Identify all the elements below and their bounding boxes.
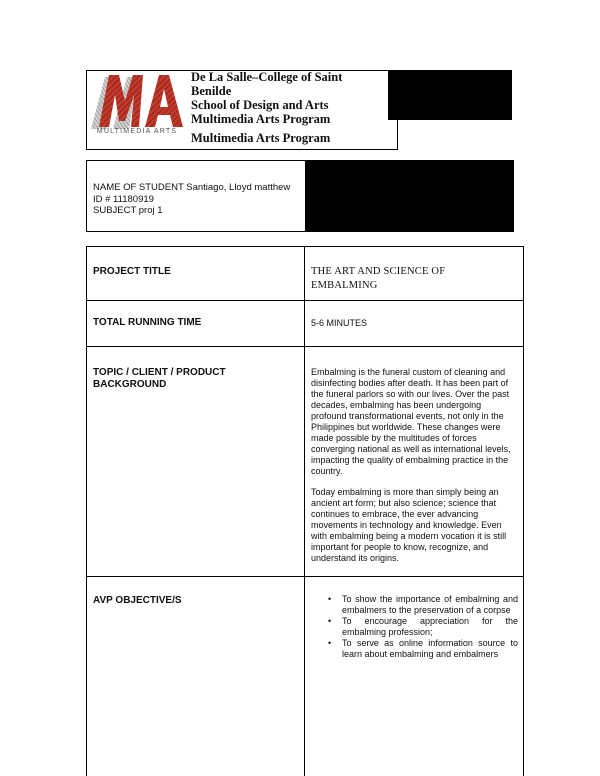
running-time-label: TOTAL RUNNING TIME xyxy=(93,317,202,328)
background-value xyxy=(311,367,519,574)
objectives-label: AVP OBJECTIVE/S xyxy=(93,595,182,606)
objectives-value xyxy=(322,594,518,660)
college-name-line1: De La Salle–College of Saint xyxy=(191,70,343,84)
ma-logo-graphic xyxy=(87,71,187,131)
row-divider xyxy=(86,300,524,301)
institution-block xyxy=(191,70,391,126)
background-paragraph-1: Embalming is the funeral custom of cleaning and disinfecting bodies after death. It has been part of the funeral parlors so with our lives. Over the past decades, embalming has been undergoing profound transformational events, not only in the Philippines but worldwide. These changes were made possible by the multitudes of forces converging national as well as international levels, impacting the quality of embalming practice in the country. xyxy=(311,367,511,476)
objectives-list xyxy=(322,594,518,660)
logo-caption: MULTIMEDIA ARTS xyxy=(96,128,178,135)
redacted-block-top xyxy=(388,70,512,120)
student-name: NAME OF STUDENT Santiago, Lloyd matthew xyxy=(93,182,291,193)
background-paragraph-2: Today embalming is more than simply being an ancient art form; but also science; science that continues to embrace, the ever advancing movements in technology and knowledge. Even with embalming being a modern vocation it is still important for people to know, recognize, and understand its origins. xyxy=(311,487,507,563)
background-label: TOPIC / CLIENT / PRODUCT BACKGROUND xyxy=(93,367,226,390)
student-info xyxy=(93,182,290,217)
running-time-value: 5-6 MINUTES xyxy=(311,318,368,328)
program-name: Multimedia Arts Program xyxy=(191,112,331,126)
school-name: School of Design and Arts xyxy=(191,98,329,112)
student-subject: SUBJECT proj 1 xyxy=(93,205,163,216)
redacted-block-student xyxy=(305,160,514,232)
row-divider xyxy=(86,576,524,577)
objective-item: • To encourage appreciation for the embalming profession; xyxy=(322,616,518,638)
row-divider xyxy=(86,346,524,347)
college-name-line2: Benilde xyxy=(191,84,232,98)
objective-item: • To serve as online information source to learn about embalming and embalmers xyxy=(322,638,518,660)
program-name-repeat: Multimedia Arts Program xyxy=(191,131,331,145)
objective-item: • To show the importance of embalming and embalmers to the preservation of a corpse xyxy=(322,594,518,616)
column-divider xyxy=(304,246,305,776)
project-title-label: PROJECT TITLE xyxy=(93,266,171,277)
project-title-value: THE ART AND SCIENCE OF EMBALMING xyxy=(311,266,446,291)
student-id: ID # 11180919 xyxy=(93,193,154,205)
